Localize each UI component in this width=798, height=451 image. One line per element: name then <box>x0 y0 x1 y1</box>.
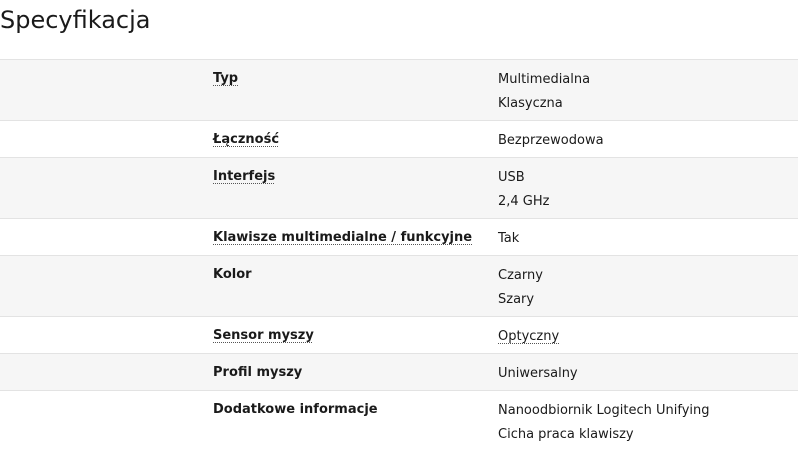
spec-values-lacznosc <box>498 129 604 153</box>
spec-label-sensor[interactable]: Sensor myszy <box>213 328 314 343</box>
spec-row-kolor <box>0 256 798 317</box>
spec-value: USB <box>498 170 525 185</box>
section-title: Specyfikacja <box>0 6 151 34</box>
spec-value: Cicha praca klawiszy <box>498 427 634 442</box>
spec-row-klawisze <box>0 219 798 256</box>
spec-row-sensor <box>0 317 798 354</box>
spec-label-profil: Profil myszy <box>213 365 303 380</box>
spec-value: Bezprzewodowa <box>498 133 604 148</box>
spec-row-typ <box>0 60 798 121</box>
spec-value: Multimedialna <box>498 72 591 87</box>
spec-label-kolor: Kolor <box>213 267 252 282</box>
spec-row-interfejs <box>0 158 798 219</box>
spec-value: Uniwersalny <box>498 366 578 381</box>
spec-value: Nanoodbiornik Logitech Unifying <box>498 403 710 418</box>
spec-label-dodatkowe: Dodatkowe informacje <box>213 402 378 417</box>
spec-label-typ[interactable]: Typ <box>213 71 239 86</box>
spec-values-sensor <box>498 325 559 349</box>
spec-values-kolor <box>498 264 543 312</box>
spec-label-lacznosc[interactable]: Łączność <box>213 132 280 147</box>
spec-row-profil <box>0 354 798 391</box>
spec-value: 2,4 GHz <box>498 194 550 209</box>
spec-values-interfejs <box>498 166 549 214</box>
spec-values-klawisze <box>498 227 519 251</box>
spec-values-profil <box>498 362 578 386</box>
spec-value: Tak <box>498 231 520 246</box>
spec-row-dodatkowe <box>0 391 798 451</box>
spec-table <box>0 59 798 451</box>
spec-values-typ <box>498 68 590 116</box>
spec-value: Klasyczna <box>498 96 563 111</box>
spec-value-link[interactable]: Optyczny <box>498 329 560 344</box>
spec-value: Szary <box>498 292 535 307</box>
spec-label-interfejs[interactable]: Interfejs <box>213 169 276 184</box>
spec-value: Czarny <box>498 268 543 283</box>
spec-values-dodatkowe <box>498 399 710 447</box>
spec-row-lacznosc <box>0 121 798 158</box>
spec-label-klawisze[interactable]: Klawisze multimedialne / funkcyjne <box>213 230 473 245</box>
